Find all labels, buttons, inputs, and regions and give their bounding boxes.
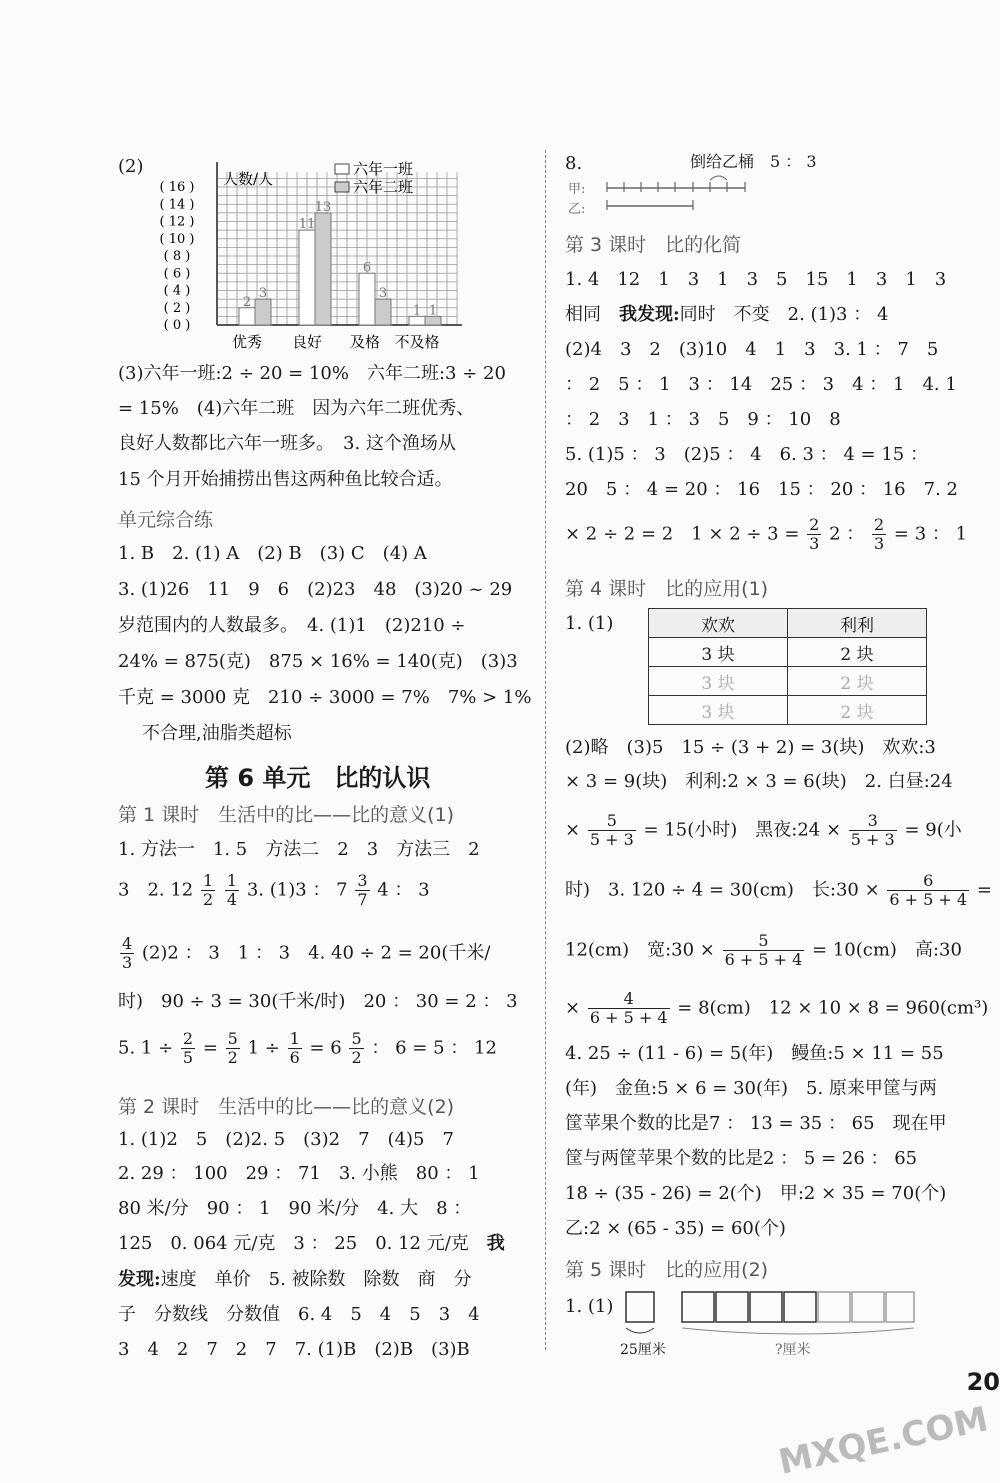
fraction: $\frac{5}{2}$ <box>227 1029 238 1067</box>
unit-title: 第 6 单元 比的认识 <box>205 764 431 792</box>
segment-diagram <box>595 172 765 212</box>
section-title: 单元综合练 <box>118 509 214 531</box>
lesson-title: 第 5 课时 比的应用(2) <box>565 1259 769 1281</box>
text-line: 5. (1)5 ： 3 (2)5 ： 4 6. 3 ： 4 = 15 ： <box>565 444 928 465</box>
data-label: 11 <box>298 217 316 233</box>
text-line: 18 ÷ (35 - 26) = 2(个) 甲:2 × 35 = 70(个) <box>565 1183 947 1204</box>
text-line: 3 4 2 7 2 7 7. (1)B (2)B (3)B <box>118 1339 470 1360</box>
text-line: × $\frac{5}{5 + 3}$ = 15(小时) 黑夜:24 × $\frac{3}{5 + 3}$ = 9(小 <box>565 811 962 849</box>
box-label: ?厘米 <box>775 1342 811 1358</box>
text-line: 20 5 ： 4 = 20 ： 16 15 ： 20 ： 16 7. 2 <box>565 479 958 500</box>
fraction: $\frac{1}{6}$ <box>289 1029 300 1067</box>
text-line: 千克 = 3000 克 210 ÷ 3000 = 7% 7% > 1% <box>118 687 532 708</box>
text-line: 1. 方法一 1. 5 方法二 2 3 方法三 2 <box>118 839 480 860</box>
text-line: × $\frac{4}{6 + 5 + 4}$ = 8(cm) 12 × 10 × 8 = 960(cm³) <box>565 989 989 1027</box>
legend-swatch <box>335 182 349 192</box>
table-header: 欢欢 <box>649 609 788 638</box>
text-line: 相同 我发现:同时 不变 2. (1)3 ： 4 <box>565 304 889 325</box>
lesson-title: 第 2 课时 生活中的比——比的意义(2) <box>118 1096 455 1118</box>
y-tick-label: ( 6 ) <box>163 266 191 282</box>
box-label: 25厘米 <box>620 1342 666 1358</box>
data-label: 2 <box>242 294 252 310</box>
text-line: 乙:2 × (65 - 35) = 60(个) <box>565 1218 786 1239</box>
text-line: 1. (1)2 5 (2)2. 5 (3)2 7 (4)5 7 <box>118 1129 454 1150</box>
text-line: 良好人数都比六年一班多。 3. 这个渔场从 <box>118 433 456 454</box>
fraction: $\frac{5}{2}$ <box>351 1029 362 1067</box>
lesson-title: 第 1 课时 生活中的比——比的意义(1) <box>118 804 455 826</box>
text-line: 子 分数线 分数值 6. 4 5 4 5 3 4 <box>118 1304 480 1325</box>
fraction: $\frac{2}{3}$ <box>874 515 885 553</box>
yi-label: 乙: <box>568 202 586 217</box>
text-line: 筐苹果个数的比是7 ： 13 = 35 ： 65 现在甲 <box>565 1113 947 1134</box>
table-cell: 2 块 <box>788 667 927 696</box>
lesson-title: 第 4 课时 比的应用(1) <box>565 578 769 600</box>
fraction: $\frac{4}{6 + 5 + 4}$ <box>589 989 668 1027</box>
bar <box>255 299 271 325</box>
bar <box>375 299 391 325</box>
category-label: 及格 <box>349 333 381 351</box>
text-line: (年) 金鱼:5 × 6 = 30(年) 5. 原来甲筐与两 <box>565 1078 937 1099</box>
text-line: 1. (1) <box>565 1296 614 1317</box>
legend-label: 六年二班 <box>353 178 414 196</box>
legend-swatch <box>335 164 349 174</box>
table-cell: 3 块 <box>649 638 788 667</box>
fraction: $\frac{6}{6 + 5 + 4}$ <box>889 871 968 909</box>
legend-label: 六年一班 <box>353 160 414 178</box>
fraction: $\frac{3}{5 + 3}$ <box>850 811 895 849</box>
y-tick-label: ( 12 ) <box>159 214 195 230</box>
text-line: 5. 1 ÷ $\frac{2}{5}$ = $\frac{5}{2}$ 1 ÷ $\frac{1}{6}$ = 6 $\frac{5}{2}$ ： 6 = 5 ： 12 <box>118 1029 497 1067</box>
q2-label: (2) <box>118 156 144 177</box>
y-tick-label: ( 0 ) <box>163 318 191 333</box>
data-label: 1 <box>412 303 422 319</box>
data-label: 1 <box>428 303 438 319</box>
column-divider <box>545 150 546 1350</box>
text-line: (2)略 (3)5 15 ÷ (3 + 2) = 3(块) 欢欢:3 <box>565 737 936 758</box>
q8-label: 8. <box>565 153 583 174</box>
page-number: 20 <box>966 1368 1000 1396</box>
lesson-title: 第 3 课时 比的化简 <box>565 234 742 256</box>
table-cell: 3 块 <box>649 667 788 696</box>
text-line: 125 0. 064 元/克 3 ： 25 0. 12 元/克 我 <box>118 1233 505 1254</box>
y-tick-label: ( 2 ) <box>163 300 191 316</box>
text-line: 15 个月开始捕捞出售这两种鱼比较合适。 <box>118 469 453 490</box>
text-line: 12(cm) 宽:30 × $\frac{5}{6 + 5 + 4}$ = 10(cm) 高:30 <box>565 931 962 969</box>
text-line: (2)4 3 2 (3)10 4 1 3 3. 1 ： 7 5 <box>565 339 939 360</box>
bar-chart <box>135 160 465 360</box>
text-line: = 15% (4)六年二班 因为六年二班优秀、 <box>118 398 475 419</box>
y-tick-label: ( 8 ) <box>163 249 191 264</box>
fraction: $\frac{2}{3}$ <box>809 515 820 553</box>
table-cell: 3 块 <box>649 696 788 725</box>
q8-note: 倒给乙桶 5 ： 3 <box>690 152 817 171</box>
answer-table <box>648 608 927 725</box>
text-line: 1. (1) <box>565 613 614 634</box>
text-line: 24% = 875(克) 875 × 16% = 140(克) (3)3 <box>118 651 518 672</box>
text-line: (3)六年一班:2 ÷ 20 = 10% 六年二班:3 ÷ 20 <box>118 363 506 384</box>
category-label: 良好 <box>291 333 323 351</box>
text-line: × 3 = 9(块) 利利:2 × 3 = 6(块) 2. 白昼:24 <box>565 771 953 792</box>
text-line: 3 2. 12 $\frac{1}{2}$ $\frac{1}{4}$ 3. (1)3 ： 7 $\frac{3}{7}$ 4 ： 3 <box>118 871 430 909</box>
bar <box>239 308 255 325</box>
text-line: 2. 29 ： 100 29 ： 71 3. 小熊 80 ： 1 <box>118 1163 480 1184</box>
y-tick-label: ( 16 ) <box>159 180 195 195</box>
y-tick-label: ( 4 ) <box>163 283 191 299</box>
text-line: ： 2 5 ： 1 3 ： 14 25 ： 3 4 ： 1 4. 1 <box>565 374 957 395</box>
data-label: 13 <box>314 199 332 215</box>
text-line: 1. B 2. (1) A (2) B (3) C (4) A <box>118 543 427 564</box>
text-line: 发现:速度 单价 5. 被除数 除数 商 分 <box>118 1269 472 1290</box>
text-line: 3. (1)26 11 9 6 (2)23 48 (3)20 ~ 29 <box>118 579 513 600</box>
category-label: 优秀 <box>231 333 263 351</box>
text-line: 不合理,油脂类超标 <box>142 723 292 744</box>
fraction: $\frac{4}{3}$ <box>122 934 133 972</box>
table-cell: 2 块 <box>788 638 927 667</box>
fraction: $\frac{1}{4}$ <box>226 871 238 909</box>
text-line: × 2 ÷ 2 = 2 1 × 2 ÷ 3 = $\frac{2}{3}$ 2 ： $\frac{2}{3}$ = 3 ： 1 <box>565 515 968 553</box>
text-line: 筐与两筐苹果个数的比是2 ： 5 = 26 ： 65 <box>565 1148 918 1169</box>
jia-label: 甲: <box>568 182 586 197</box>
watermark: MXQE.COM <box>775 1399 992 1483</box>
data-label: 3 <box>258 286 268 302</box>
text-line: $\frac{4}{3}$ (2)2 ： 3 1 ： 3 4. 40 ÷ 2 = 20(千米/ <box>122 934 491 972</box>
bar <box>359 273 375 325</box>
fraction: $\frac{1}{2}$ <box>203 871 214 909</box>
bar <box>315 213 331 325</box>
bar <box>299 230 315 325</box>
fraction: $\frac{2}{5}$ <box>182 1029 194 1067</box>
text-line: 1. 4 12 1 3 1 3 5 15 1 3 1 3 <box>565 269 947 290</box>
fraction: $\frac{5}{5 + 3}$ <box>589 811 634 849</box>
y-tick-label: ( 10 ) <box>159 231 195 247</box>
category-label: 不及格 <box>394 333 440 351</box>
y-tick-label: ( 14 ) <box>159 197 195 213</box>
text-line: 4. 25 ÷ (11 - 6) = 5(年) 鳗鱼:5 × 11 = 55 <box>565 1043 944 1064</box>
fraction: $\frac{5}{6 + 5 + 4}$ <box>724 931 803 969</box>
fraction: $\frac{3}{7}$ <box>357 871 368 909</box>
y-axis-label: 人数/人 <box>223 170 274 188</box>
text-line: 时) 90 ÷ 3 = 30(千米/时) 20 ： 30 = 2 ： 3 <box>118 991 518 1012</box>
table-header: 利利 <box>788 609 927 638</box>
data-label: 3 <box>378 286 388 302</box>
text-line: 时) 3. 120 ÷ 4 = 30(cm) 长:30 × $\frac{6}{6 + 5 + 4}$ = <box>565 871 992 909</box>
text-line: 80 米/分 90 ： 1 90 米/分 4. 大 8 ： <box>118 1198 472 1219</box>
text-line: 岁范围内的人数最多。 4. (1)1 (2)210 ÷ <box>118 615 466 636</box>
data-label: 6 <box>362 260 372 276</box>
text-line: ： 2 3 1 ： 3 5 9 ： 10 8 <box>565 409 841 430</box>
table-cell: 2 块 <box>788 696 927 725</box>
